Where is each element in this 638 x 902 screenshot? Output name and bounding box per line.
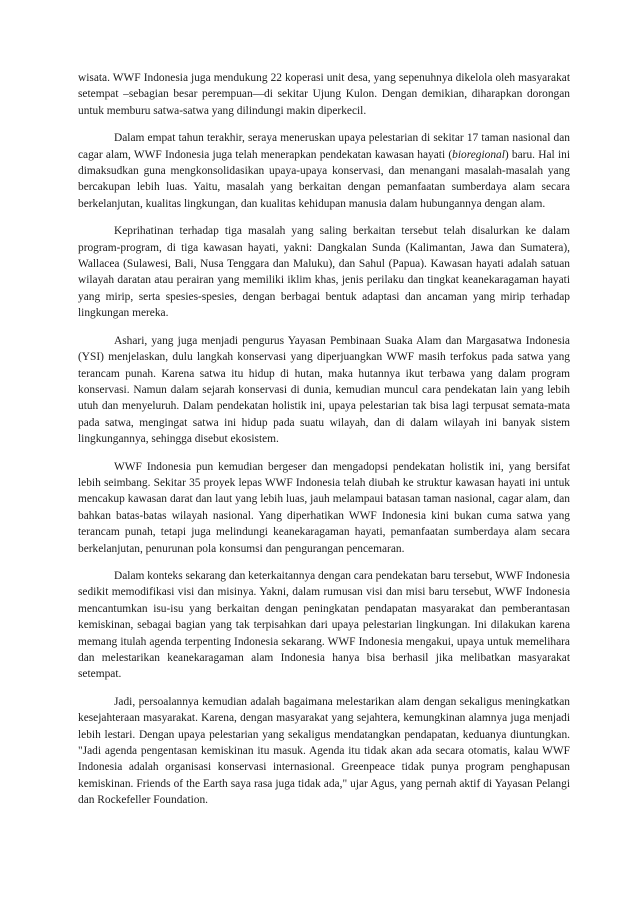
paragraph-3: Keprihatinan terhadap tiga masalah yang saling berkaitan tersebut telah disalurkan ke dalam program-program, di tiga kawasan hayati, yakni: Dangkalan Sunda (Kalimantan, Jawa dan Sumatera), Wallacea (Sulawesi, Bali, Nusa Tenggara dan Maluku), dan Sahul (Papua). Kawasan hayati adalah satuan wilayah daratan atau perairan yang memiliki iklim khas, jenis perilaku dan tingkat keanekaragaman hayati yang mirip, serta spesies-spesies, dengan berbagai bentuk adaptasi dan ancaman yang mirip terhadap lingkungan mereka. — [78, 225, 570, 320]
paragraph-5: WWF Indonesia pun kemudian bergeser dan mengadopsi pendekatan holistik ini, yang bersifat lebih seimbang. Sekitar 35 proyek lepas WWF Indonesia telah diubah ke struktur kawasan hayati ini untuk mencakup kawasan darat dan laut yang lebih luas, jauh melampaui batasan taman nasional, cagar alam, dan bahkan batas-batas wilayah nasional. Yang diperhatikan WWF Indonesia kini bukan cuma satwa yang terancam punah, tetapi juga melindungi keanekaragaman hayati, pemanfaatan sumberdaya alam secara berkelanjutan, penurunan pola konsumsi dan pengurangan pencemaran. — [78, 460, 570, 555]
paragraph-1: wisata. WWF Indonesia juga mendukung 22 koperasi unit desa, yang sepenuhnya dikelola oleh masyarakat setempat –sebagian besar perempuan—di sekitar Ujung Kulon. Dengan demikian, diharapkan dorongan untuk memburu satwa-satwa yang dilindungi makin diperkecil. — [78, 72, 570, 117]
paragraph-2-text-after: ) baru. Hal ini dimaksudkan guna mengkonsolidasikan upaya-upaya konservasi, dan menangani masalah-masalah yang bercakupan lebih luas. Yaitu, masalah yang berkaitan dengan pemanfaatan sumberdaya alam secara berkelanjutan, kualitas lingkungan, dan kualitas kehidupan manusia dalam hubungannya dengan alam. — [78, 148, 570, 210]
paragraph-4: Ashari, yang juga menjadi pengurus Yayasan Pembinaan Suaka Alam dan Margasatwa Indonesia (YSI) menjelaskan, dulu langkah konservasi yang diperjuangkan WWF masih terfokus pada satwa yang terancam punah. Karena satwa itu hidup di hutan, maka hutannya ikut terbawa yang dalam program konservasi. Namun dalam sejarah konservasi di dunia, kemudian muncul cara pendekatan lain yang lebih utuh dan menyeluruh. Dalam pendekatan holistik ini, upaya pelestarian tak bisa lagi terpusat semata-mata pada satwa, mengingat satwa ini hidup pada suatu wilayah, dan di dalam wilayah ini banyak sistem lingkungannya, sehingga disebut ekosistem. — [78, 334, 570, 446]
paragraph-7: Jadi, persoalannya kemudian adalah bagaimana melestarikan alam dengan sekaligus meningkatkan kesejahteraan masyarakat. Karena, dengan masyarakat yang sejahtera, kemungkinan alamnya juga menjadi lebih lestari. Dengan upaya pelestarian yang sekaligus mendatangkan pendapatan, keduanya diuntungkan. "Jadi agenda pengentasan kemiskinan itu masuk. Agenda itu tidak akan ada secara otomatis, kalau WWF Indonesia adalah organisasi konservasi internasional. Greenpeace tidak punya program penghapusan kemiskinan. Friends of the Earth saya rasa juga tidak ada," ujar Agus, yang pernah aktif di Yayasan Pelangi dan Rockefeller Foundation. — [78, 695, 570, 807]
document-body — [78, 70, 570, 820]
paragraph-2-italic-term: bioregional — [452, 148, 505, 161]
paragraph-2 — [78, 130, 570, 212]
paragraph-6: Dalam konteks sekarang dan keterkaitannya dengan cara pendekatan baru tersebut, WWF Indonesia sedikit memodifikasi visi dan misinya. Yakni, dalam rumusan visi dan misi baru tersebut, WWF Indonesia mencantumkan isu-isu yang berkaitan dengan peningkatan pendapatan masyarakat dan pemberantasan kemiskinan, sebagai bagian yang tak terpisahkan dari upaya pelestarian lingkungan. Ini dilakukan karena memang itulah agenda terpenting Indonesia sekarang. WWF Indonesia mengakui, upaya untuk memelihara dan melestarikan keanekaragaman alam Indonesia hanya bisa berhasil jika melibatkan masyarakat setempat. — [78, 569, 570, 681]
paragraph-2-text-before: Dalam empat tahun terakhir, seraya meneruskan upaya pelestarian di sekitar 17 taman nasional dan cagar alam, WWF Indonesia juga telah menerapkan pendekatan kawasan hayati ( — [78, 132, 570, 161]
